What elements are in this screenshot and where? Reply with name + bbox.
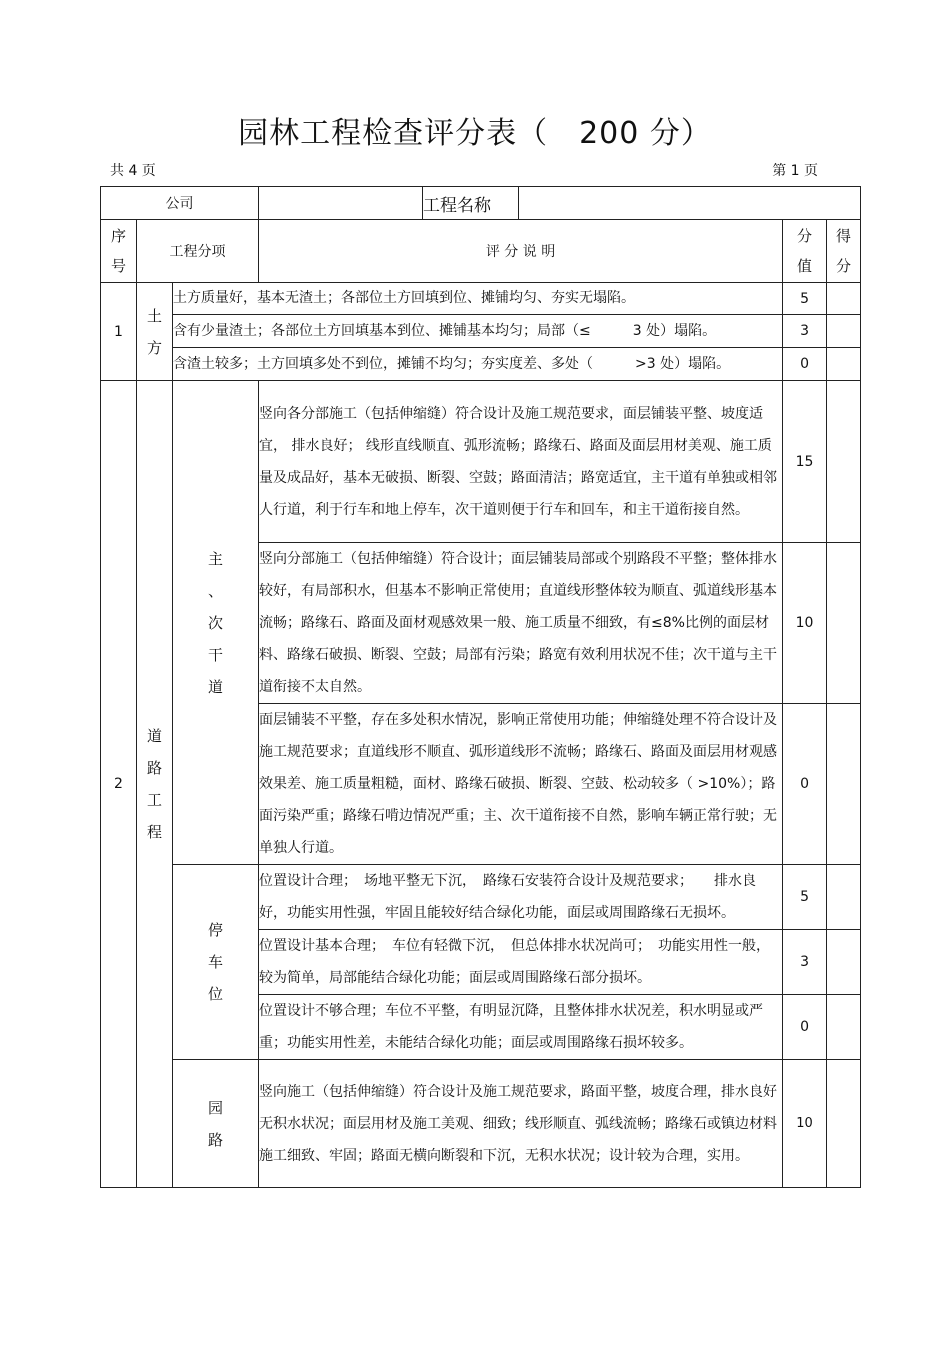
- got-cell[interactable]: [827, 348, 861, 381]
- desc-cell: 位置设计合理； 场地平整无下沉， 路缘石安装符合设计及规范要求； 排水良好，功能实用性强，牢固且能较好结合绿化功能，面层或周围路缘石无损坏。: [259, 865, 783, 930]
- score-header: 分 值: [783, 220, 827, 283]
- desc-cell: 含有少量渣土；各部位土方回填基本到位、摊铺基本均匀；局部（≤ 3 处）塌陷。: [173, 315, 783, 348]
- score-table: [100, 186, 861, 1188]
- item-cell: 土 方: [137, 283, 173, 381]
- score-cell: 5: [783, 283, 827, 315]
- company-value[interactable]: [259, 187, 423, 220]
- desc-cell: 面层铺装不平整，存在多处积水情况，影响正常使用功能；伸缩缝处理不符合设计及施工规范要求；直道线形不顺直、弧形道线形不流畅；路缘石、路面及面层用材观感效果差、施工质量粗糙，面材、路缘石破损、断裂、空鼓、松动较多（ >10%）；路面污染严重；路缘石啃边情况严重；主、次干道衔接不自然，影响车辆正常行驶；无单独人行道。: [259, 704, 783, 865]
- score-cell: 15: [783, 381, 827, 543]
- score-cell: 0: [783, 348, 827, 381]
- desc-cell: 竖向分部施工（包括伸缩缝）符合设计；面层铺装局部或个别路段不平整；整体排水较好，有局部积水，但基本不影响正常使用；直道线形整体较为顺直、弧道线形基本流畅；路缘石、路面及面材观感效果一般、施工质量不细致，有≤8%比例的面层材料、路缘石破损、断裂、空鼓；局部有污染；路宽有效利用状况不佳；次干道与主干道衔接不太自然。: [259, 543, 783, 704]
- seq-header: 序 号: [101, 220, 137, 283]
- score-cell: 10: [783, 543, 827, 704]
- item-cell: 道 路 工 程: [137, 381, 173, 1188]
- got-cell[interactable]: [827, 283, 861, 315]
- subitem-cell: 停 车 位: [173, 865, 259, 1060]
- got-cell[interactable]: [827, 995, 861, 1060]
- desc-cell: 竖向各分部施工（包括伸缩缝）符合设计及施工规范要求，面层铺装平整、坡度适宜， 排水良好； 线形直线顺直、弧形流畅；路缘石、路面及面层用材美观、施工质量及成品好，基本无破损、断裂、空鼓；路面清洁；路宽适宜，主干道有单独或相邻人行道，利于行车和地上停车，次干道则便于行车和回车，和主干道衔接自然。: [259, 381, 783, 543]
- got-cell[interactable]: [827, 543, 861, 704]
- got-cell[interactable]: [827, 315, 861, 348]
- score-cell: 5: [783, 865, 827, 930]
- subitem-cell: 主 、 次 干 道: [173, 381, 259, 865]
- table-row: [101, 315, 861, 348]
- table-row: [101, 1060, 861, 1188]
- got-cell[interactable]: [827, 381, 861, 543]
- total-pages: 共 4 页: [110, 163, 156, 179]
- desc-cell: 土方质量好，基本无渣土；各部位土方回填到位、摊铺均匀、夯实无塌陷。: [173, 283, 783, 315]
- header-row-2: [101, 220, 861, 283]
- project-name-label: 工程名称: [423, 187, 519, 220]
- table-row: [101, 283, 861, 315]
- project-name-value[interactable]: [519, 187, 861, 220]
- page-number: 第 1 页: [772, 163, 818, 179]
- table-row: [101, 865, 861, 930]
- seq-cell: 2: [101, 381, 137, 1188]
- table-row: [101, 381, 861, 543]
- page-title: 园林工程检查评分表（ 200 分）: [238, 116, 712, 151]
- score-cell: 10: [783, 1060, 827, 1188]
- got-cell[interactable]: [827, 930, 861, 995]
- score-cell: 0: [783, 995, 827, 1060]
- table-row: [101, 348, 861, 381]
- desc-header: 评 分 说 明: [259, 220, 783, 283]
- got-cell[interactable]: [827, 865, 861, 930]
- got-cell[interactable]: [827, 704, 861, 865]
- company-label: 公司: [101, 187, 259, 220]
- got-header: 得 分: [827, 220, 861, 283]
- subitem-cell: 园 路: [173, 1060, 259, 1188]
- score-cell: 3: [783, 930, 827, 995]
- desc-cell: 位置设计不够合理；车位不平整，有明显沉降，且整体排水状况差，积水明显或严重；功能实用性差，未能结合绿化功能；面层或周围路缘石损坏较多。: [259, 995, 783, 1060]
- seq-cell: 1: [101, 283, 137, 381]
- desc-cell: 竖向施工（包括伸缩缝）符合设计及施工规范要求，路面平整，坡度合理，排水良好无积水状况；面层用材及施工美观、细致；线形顺直、弧线流畅；路缘石或镇边材料施工细致、牢固；路面无横向断裂和下沉，无积水状况；设计较为合理，实用。: [259, 1060, 783, 1188]
- desc-cell: 位置设计基本合理； 车位有轻微下沉， 但总体排水状况尚可； 功能实用性一般，较为简单，局部能结合绿化功能；面层或周围路缘石部分损坏。: [259, 930, 783, 995]
- score-cell: 0: [783, 704, 827, 865]
- score-cell: 3: [783, 315, 827, 348]
- item-header: 工程分项: [137, 220, 259, 283]
- desc-cell: 含渣土较多；土方回填多处不到位，摊铺不均匀；夯实度差、多处（ >3 处）塌陷。: [173, 348, 783, 381]
- header-row-1: [101, 187, 861, 220]
- got-cell[interactable]: [827, 1060, 861, 1188]
